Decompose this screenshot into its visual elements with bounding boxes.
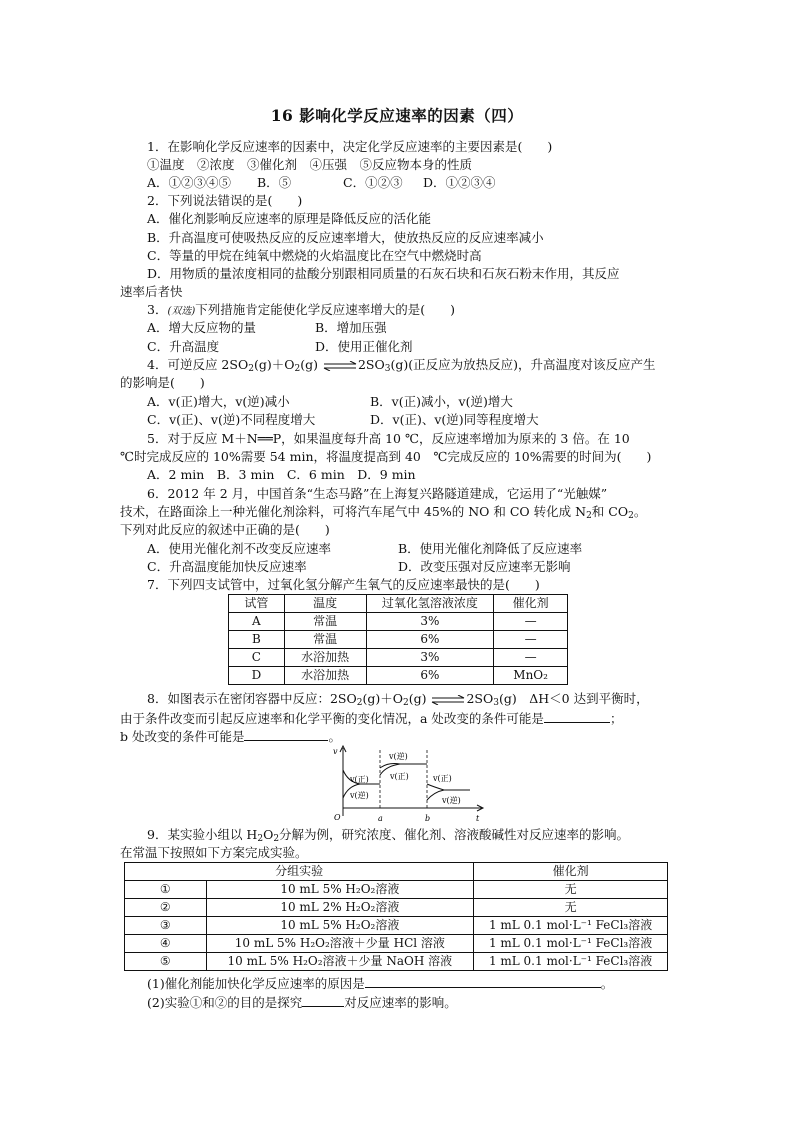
table-cell: 无	[474, 881, 668, 899]
q3-double-choice-tag: (双选)	[167, 306, 196, 317]
q3-option-c: C．升高温度	[147, 339, 220, 354]
table-cell: 10 mL 5% H₂O₂溶液＋少量 HCl 溶液	[206, 935, 474, 953]
q8-line2	[120, 709, 622, 728]
q4-option-c: C．v(正)、v(逆)不同程度增大	[147, 412, 316, 427]
q1-stem: 1．在影响化学反应速率的因素中，决定化学反应速率的主要因素是( )	[147, 139, 553, 154]
q6-line2-text-c: 。	[633, 504, 647, 519]
q4-text-d: 2SO	[357, 357, 385, 372]
column-header: 过氧化氢溶液浓度	[366, 595, 494, 613]
table-cell: MnO₂	[494, 667, 568, 685]
table-cell: 10 mL 5% H₂O₂溶液＋少量 NaOH 溶液	[206, 953, 474, 971]
q2-option-b: B．升高温度可使吸热反应的反应速率增大，使放热反应的反应速率减小	[147, 230, 544, 245]
q5-line1: 5．对于反应 M＋N══P，如果温度每升高 10 ℃，反应速率增加为原来的 3 倍。在 10	[147, 431, 630, 446]
column-header: 催化剂	[494, 595, 568, 613]
q9-sub1-text: (1)催化剂能加快化学反应速率的原因是	[147, 976, 365, 991]
q8-text-e: (g) ΔH＜0 达到平衡时，	[498, 691, 649, 706]
column-header: 催化剂	[474, 863, 668, 881]
q6-option-a: A．使用光催化剂不改变反应速率	[147, 541, 332, 556]
table-row	[125, 881, 668, 899]
page-title: 16 影响化学反应速率的因素（四）	[270, 106, 524, 125]
q8-text-c: (g)	[408, 691, 427, 706]
table-cell: —	[494, 613, 568, 631]
answer-blank-a[interactable]	[544, 709, 610, 723]
q3-stem-text: 下列措施肯定能使化学反应速率增大的是( )	[195, 302, 456, 317]
q4-option-b: B．v(正)减小，v(逆)增大	[370, 394, 513, 409]
q9-sub2	[147, 993, 457, 1012]
table-header-row	[229, 595, 568, 613]
q1-items: ①温度 ②浓度 ③催化剂 ④压强 ⑤反应物本身的性质	[147, 157, 473, 172]
q1-option-b: B．⑤	[257, 175, 292, 190]
origin-label: O	[334, 813, 341, 822]
table-row	[125, 935, 668, 953]
table-cell: 常温	[284, 631, 366, 649]
q8-line1: 8．如图表示在密闭容器中反应：$2SO_2(g)+O_2(g)$ $2SO_3(g)$ ΔH＜0 达到平衡时，	[147, 691, 649, 708]
q3-option-a: A．增大反应物的量	[147, 320, 257, 335]
q3-stem	[147, 301, 455, 321]
curve-reverse-2	[380, 764, 427, 769]
table-cell: C	[229, 649, 285, 667]
label-forward-1: v(正)	[350, 775, 369, 784]
q6-option-b: B．使用光催化剂降低了反应速率	[398, 541, 583, 556]
q4-text-a: 4．可逆反应 2SO	[147, 357, 249, 372]
table-cell: A	[229, 613, 285, 631]
table-cell: 6%	[366, 667, 494, 685]
column-header: 试管	[229, 595, 285, 613]
q7-stem: 7．下列四支试管中，过氧化氢分解产生氧气的反应速率最快的是( )	[147, 577, 540, 592]
q6-line3: 下列对此反应的叙述中正确的是( )	[120, 522, 330, 537]
q8-line3-end: 。	[328, 729, 341, 744]
x-mark-t: t	[476, 814, 480, 823]
table-cell: 1 mL 0.1 mol·L⁻¹ FeCl₃溶液	[474, 935, 668, 953]
answer-blank-2[interactable]	[302, 993, 344, 1007]
q6-line1: 6．2012 年 2 月，中国首条“生态马路”在上海复兴路隧道建成，它运用了“光触媒”	[147, 486, 608, 501]
table-row	[229, 631, 568, 649]
q4-text-b: (g)＋O	[253, 357, 295, 372]
reversible-arrow-icon	[323, 361, 357, 371]
table-cell: 10 mL 5% H₂O₂溶液	[206, 917, 474, 935]
q9-text-a: 9．某实验小组以 H	[147, 827, 258, 842]
table-cell: ⑤	[125, 953, 207, 971]
x-mark-b: b	[425, 814, 431, 823]
q9-line1: 9．某实验小组以 $H_2O_2$分解为例，研究浓度、催化剂、溶液酸碱性对反应速率的影响。	[147, 827, 630, 844]
q8-text-b: (g)＋O	[362, 691, 403, 706]
q6-line2-text-a: 技术，在路面涂上一种光催化剂涂料，可将汽车尾气中 45%的 NO 和 CO 转化成 N	[120, 504, 587, 519]
table-cell: 常温	[284, 613, 366, 631]
answer-blank-b[interactable]	[244, 727, 328, 741]
q4-text-c: (g)	[300, 357, 318, 372]
q4-option-a: A．v(正)增大，v(逆)减小	[147, 394, 290, 409]
q4-option-d: D．v(正)、v(逆)同等程度增大	[370, 412, 539, 427]
q3-number: 3．	[147, 302, 168, 317]
q8-text-d: 2SO	[466, 691, 494, 706]
table-cell: 水浴加热	[284, 667, 366, 685]
q8-line2-end: ；	[609, 711, 623, 726]
table-cell: ②	[125, 899, 207, 917]
table-cell: 3%	[366, 649, 494, 667]
table-cell: 10 mL 2% H₂O₂溶液	[206, 899, 474, 917]
q3-option-d: D．使用正催化剂	[315, 339, 413, 354]
label-forward-2: v(正)	[390, 772, 409, 781]
y-axis-label: v	[333, 747, 338, 756]
label-reverse-3: v(逆)	[442, 796, 461, 805]
table-cell: —	[494, 649, 568, 667]
table-cell: ④	[125, 935, 207, 953]
x-mark-a: a	[378, 814, 383, 823]
q9-sub2-text-a: (2)实验①和②的目的是探究	[147, 995, 303, 1010]
table-row	[125, 899, 668, 917]
table-row	[229, 613, 568, 631]
q2-option-a: A．催化剂影响反应速率的原理是降低反应的活化能	[147, 211, 432, 226]
table-cell: 6%	[366, 631, 494, 649]
q7-table	[228, 594, 568, 685]
q2-option-c: C．等量的甲烷在纯氧中燃烧的火焰温度比在空气中燃烧时高	[147, 248, 482, 263]
table-row	[125, 917, 668, 935]
table-row	[229, 667, 568, 685]
table-cell: ①	[125, 881, 207, 899]
q2-stem: 2．下列说法错误的是( )	[147, 193, 303, 208]
q5-options: A．2 min B．3 min C．6 min D．9 min	[147, 467, 416, 482]
table-row	[125, 953, 668, 971]
q9-sub1	[147, 974, 613, 993]
q1-option-a: A．①②③④⑤	[147, 175, 232, 190]
table-row	[229, 649, 568, 667]
table-cell: 无	[474, 899, 668, 917]
table-cell: B	[229, 631, 285, 649]
table-cell: 水浴加热	[284, 649, 366, 667]
q9-table	[124, 862, 668, 971]
label-forward-3: v(正)	[433, 774, 452, 783]
q2-option-d-cont: 速率后者快	[120, 284, 183, 299]
q6-line2: 技术，在路面涂上一种光催化剂涂料，可将汽车尾气中 45%的 NO 和 CO 转化成 $N_2$和 $CO_2$。	[120, 504, 647, 521]
q9-line2: 在常温下按照如下方案完成实验。	[120, 845, 308, 860]
table-cell: D	[229, 667, 285, 685]
label-reverse-1: v(逆)	[350, 791, 369, 800]
q6-option-c: C．升高温度能加快反应速率	[147, 559, 307, 574]
q6-option-d: D．改变压强对反应速率无影响	[398, 559, 571, 574]
q4-stem-cont: 的影响是( )	[120, 375, 205, 390]
curve-forward-3	[427, 784, 470, 790]
q5-line2: ℃时完成反应的 10%需要 54 min，将温度提高到 40 ℃完成反应的 10%需要的时间为( )	[120, 449, 652, 464]
q6-line2-text-b: 和 CO	[591, 504, 629, 519]
q9-text-c: 分解为例，研究浓度、催化剂、溶液酸碱性对反应速率的影响。	[279, 827, 630, 842]
table-header-row	[125, 863, 668, 881]
column-header: 分组实验	[125, 863, 474, 881]
answer-blank-1[interactable]	[365, 974, 601, 988]
table-cell: 1 mL 0.1 mol·L⁻¹ FeCl₃溶液	[474, 917, 668, 935]
reversible-arrow-icon	[431, 695, 465, 705]
column-header: 温度	[284, 595, 366, 613]
table-cell: 3%	[366, 613, 494, 631]
table-cell: 1 mL 0.1 mol·L⁻¹ FeCl₃溶液	[474, 953, 668, 971]
q8-line2-text: 由于条件改变而引起反应速率和化学平衡的变化情况，a 处改变的条件可能是	[120, 711, 544, 726]
table-cell: 10 mL 5% H₂O₂溶液	[206, 881, 474, 899]
q1-option-d: D．①②③④	[423, 175, 496, 190]
q8-text-a: 8．如图表示在密闭容器中反应：2SO	[147, 691, 357, 706]
q9-sub2-text-b: 对反应速率的影响。	[344, 995, 457, 1010]
q1-option-c: C．①②③	[343, 175, 403, 190]
label-reverse-2: v(逆)	[389, 752, 408, 761]
table-cell: ③	[125, 917, 207, 935]
q8-line3-text: b 处改变的条件可能是	[120, 729, 245, 744]
q9-sub1-end: 。	[600, 976, 614, 991]
rate-time-graph	[330, 742, 490, 824]
q4-text-e: (g)(正反应为放热反应)，升高温度对该反应产生	[390, 357, 656, 372]
q9-text-b: O	[263, 827, 274, 842]
table-cell: —	[494, 631, 568, 649]
q4-stem: 4．可逆反应 $2SO_2(g)+O_2(g)$ $2SO_3(g)$(正反应为放热反应)，升高温度对该反应产生	[147, 357, 656, 374]
q8-line3	[120, 727, 341, 746]
q3-option-b: B．增加压强	[315, 320, 387, 335]
q2-option-d: D．用物质的量浓度相同的盐酸分别跟相同质量的石灰石块和石灰石粉末作用，其反应	[147, 266, 620, 281]
